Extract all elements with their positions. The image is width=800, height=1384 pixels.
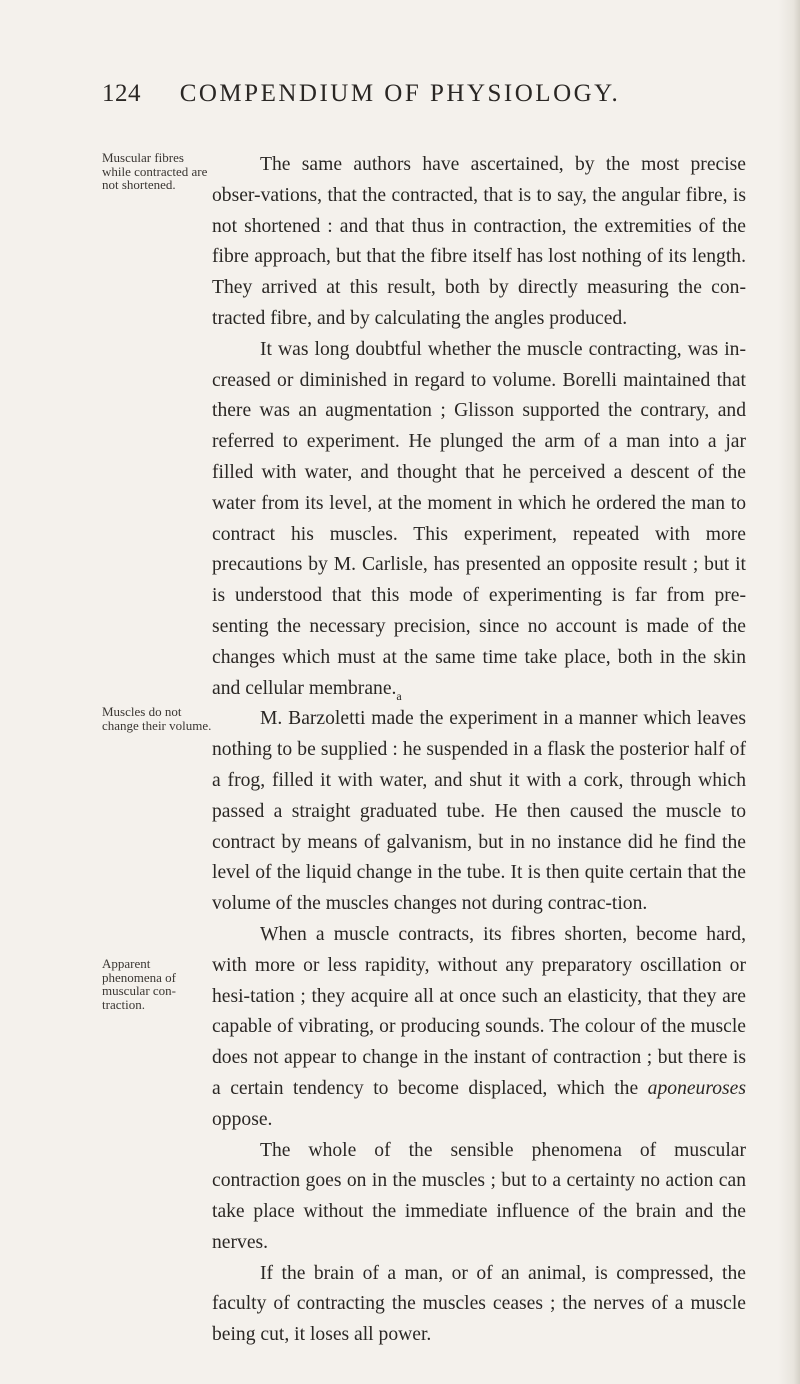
margin-note-apparent-phenomena: Apparent phenomena of muscular con-traction. [102,956,177,1012]
margin-note-volume: Muscles do not change their volume. [102,704,212,733]
margin-note-muscular-fibres: Muscular fibres while contracted are not shortened. [102,150,208,192]
page-header [0,80,800,120]
paragraph-2-text: It was long doubtful whether the muscle contracting, was in-creased or diminished in regard to volume. Borelli maintained that there was an augmentation ; Glisson supported the contrary, and referred to experiment. He plunged the arm of a man into a jar filled with water, and thought that he perceived a descent of the water from its level, at the moment in which he ordered the man to contract his muscles. This experiment, repeated with more precautions by M. Carlisle, has presented an opposite result ; but it is understood that this mode of experimenting is far from pre-senting the necessary precision, since no account is made of the changes which must at the same time take place, both in the skin and cellular membrane. [212,338,746,699]
page-edge-shadow [778,0,800,1384]
body-text [212,150,746,1351]
paragraph-4-text: When a muscle contracts, its fibres shorten, become hard, with more or less rapidity, without any preparatory oscillation or hesi-tation ; they acquire all at once such an elasticity, that they are capable of vibrating, or producing sounds. The colour of the muscle does not appear to change in the instant of contraction ; but there is a certain tendency to become displaced, which the [212,923,746,1099]
aponeuroses-term: aponeuroses [647,1077,746,1099]
running-head: COMPENDIUM OF PHYSIOLOGY. [179,80,621,107]
paragraph-4 [212,920,746,1136]
paragraph-5: The whole of the sensible phenomena of muscular contraction goes on in the muscles ; but to a certainty no action can take place without the immediate influence of the brain and the nerves. [212,1139,746,1253]
paragraph-3: M. Barzoletti made the experiment in a manner which leaves nothing to be supplied : he suspended in a flask the posterior half of a frog, filled it with water, and shut it with a cork, through which passed a straight graduated tube. He then caused the muscle to contract by means of galvanism, but in no instance did he find the level of the liquid change in the tube. It is then quite certain that the volume of the muscles changes not during contrac-tion. [212,708,746,915]
footnote-mark: a [396,688,402,703]
paragraph-6: If the brain of a man, or of an animal, is compressed, the faculty of contracting the muscles ceases ; the nerves of a muscle being cut, it loses all power. [212,1262,746,1346]
page-number: 124 [102,80,141,107]
paragraph-4-end: oppose. [212,1108,273,1130]
paragraph-2 [212,335,746,705]
paragraph-1: The same authors have ascertained, by the most precise obser-vations, that the contracted, that is to say, the angular fibre, is not shortened : and that thus in contraction, the extremities of the fibre approach, but that the fibre itself has lost nothing of its length. They arrived at this result, both by directly measuring the con-tracted fibre, and by calculating the angles produced. [212,154,746,329]
